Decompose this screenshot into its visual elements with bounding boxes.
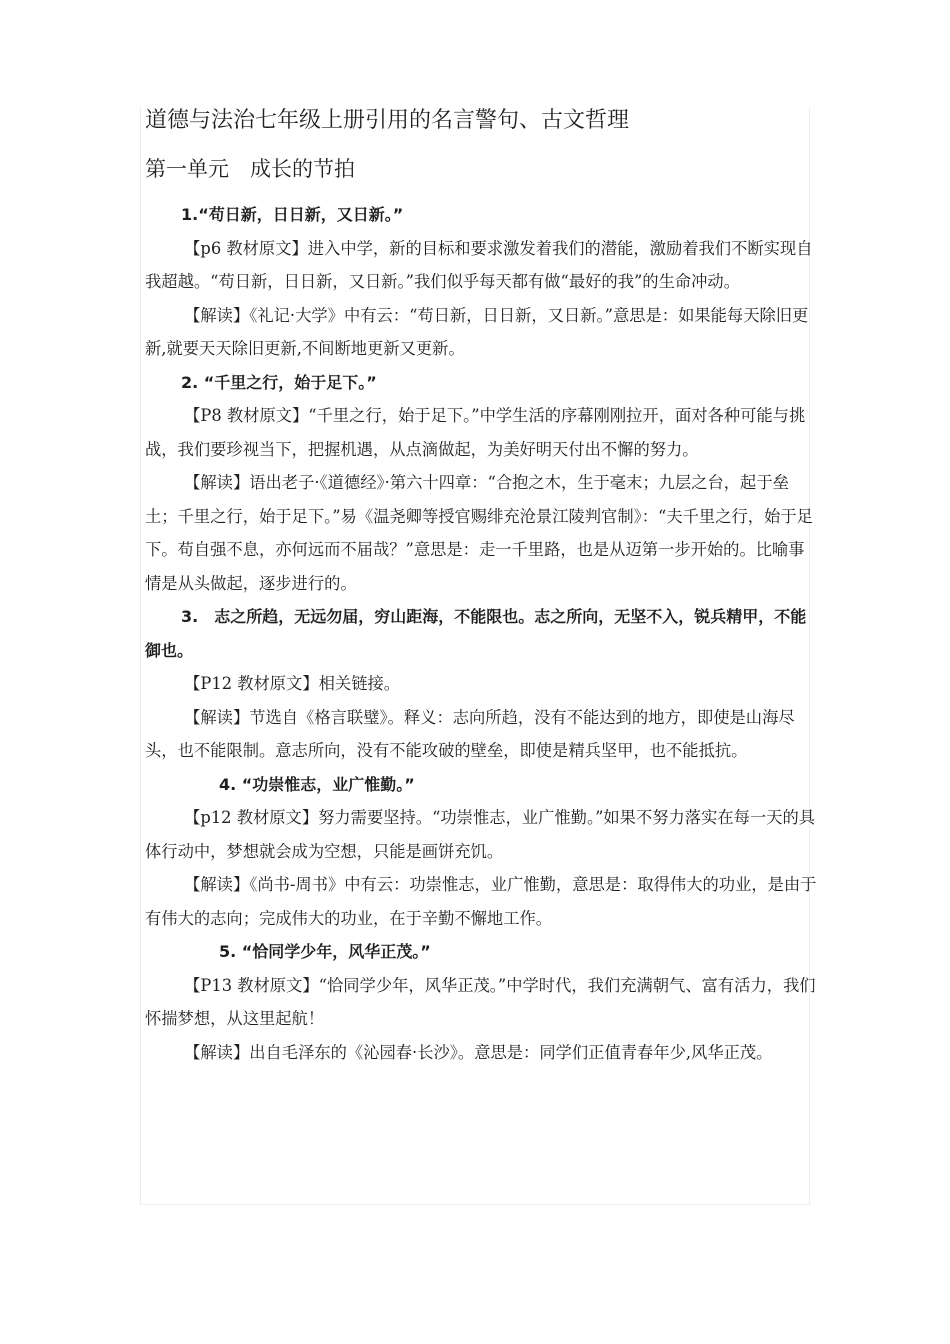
document-body — [145, 100, 817, 1069]
quote-heading: 3. 志之所趋，无远勿届，穷山距海，不能限也。志之所向，无坚不入，锐兵精甲，不能御也。 — [145, 607, 807, 660]
interpretation: 【解读】《尚书-周书》中有云：功崇惟志，业广惟勤，意思是：取得伟大的功业，是由于有伟大的志向；完成伟大的功业，在于辛勤不懈地工作。 — [145, 875, 817, 928]
quote-heading: 2. “千里之行，始于足下。” — [181, 372, 377, 392]
interpretation: 【解读】《礼记·大学》中有云：“苟日新，日日新，又日新。”意思是：如果能每天除旧更新,就要天天除旧更新,不间断地更新又更新。 — [145, 305, 809, 358]
document-title: 道德与法治七年级上册引用的名言警句、古文哲理 — [145, 108, 630, 133]
textbook-original: 【P12 教材原文】相关链接。 — [184, 674, 401, 693]
unit-heading: 第一单元 成长的节拍 — [145, 157, 355, 181]
interpretation: 【解读】节选自《格言联璧》。释义：志向所趋，没有不能达到的地方，即使是山海尽头，也不能限制。意志所向，没有不能攻破的壁垒，即使是精兵坚甲，也不能抵抗。 — [145, 707, 795, 760]
quote-item-1 — [145, 198, 817, 366]
textbook-original: 【P13 教材原文】“恰同学少年，风华正茂。”中学时代，我们充满朝气、富有活力，我们怀揣梦想，从这里起航！ — [145, 975, 816, 1028]
textbook-original: 【p6 教材原文】进入中学，新的目标和要求激发着我们的潜能，激励着我们不断实现自我超越。“苟日新，日日新，又日新。”我们似乎每天都有做“最好的我”的生命冲动。 — [145, 238, 813, 291]
quote-heading: 1.“苟日新，日日新，又日新。” — [181, 205, 404, 224]
quote-item-5 — [145, 935, 817, 1069]
quote-heading: 4. “功崇惟志，业广惟勤。” — [219, 774, 415, 794]
interpretation: 【解读】出自毛泽东的《沁园春·长沙》。意思是：同学们正值青春年少,风华正茂。 — [184, 1042, 773, 1062]
textbook-original: 【P8 教材原文】“千里之行，始于足下。”中学生活的序幕刚刚拉开，面对各种可能与挑战，我们要珍视当下，把握机遇，从点滴做起，为美好明天付出不懈的努力。 — [145, 406, 806, 459]
textbook-original: 【p12 教材原文】努力需要坚持。“功崇惟志，业广惟勤。”如果不努力落实在每一天的具体行动中，梦想就会成为空想，只能是画饼充饥。 — [145, 808, 816, 861]
quote-heading: 5. “恰同学少年，风华正茂。” — [219, 942, 431, 961]
quote-item-3 — [145, 600, 817, 768]
interpretation: 【解读】语出老子·《道德经》·第六十四章：“合抱之木，生于毫末；九层之台，起于垒土；千里之行，始于足下。”易《温尧卿等授官赐绯充沧景江陵判官制》：“夫千里之行，始于足下。苟自强不息，亦何远而不届哉？”意思是：走一千里路，也是从迈第一步开始的。比喻事情是从头做起，逐步进行的。 — [145, 473, 813, 593]
quote-item-4 — [145, 768, 817, 936]
quote-item-2 — [145, 366, 817, 601]
